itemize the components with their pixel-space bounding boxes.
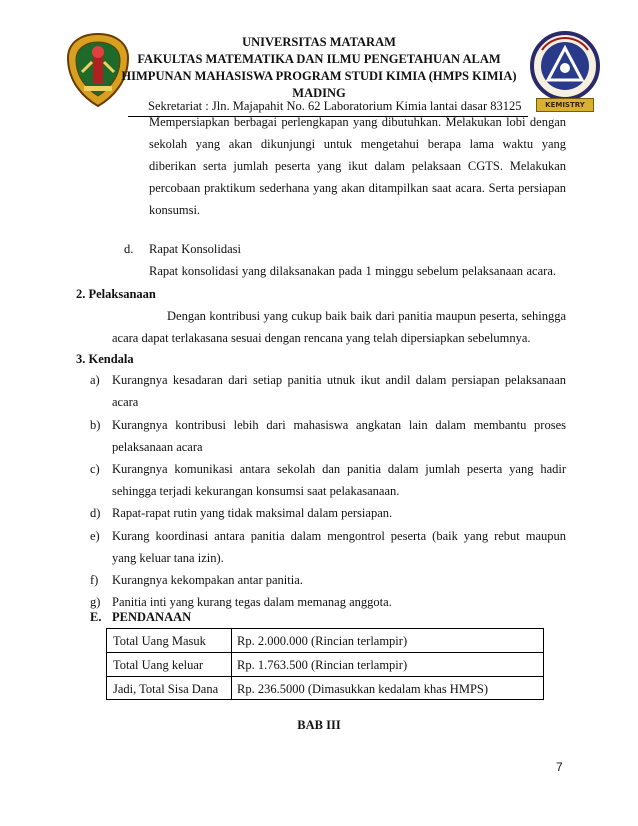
text-line: diberikan serta jumlah peserta yang ikut dalam pelaksaan CGTS. Melakukan xyxy=(149,159,566,173)
table-cell-label: Jadi, Total Sisa Dana xyxy=(113,682,219,696)
table-cell-value: Rp. 2.000.000 (Rincian terlampir) xyxy=(237,634,408,648)
text-line: Mempersiapkan berbagai perlengkapan yang dibutuhkan. Melakukan lobi dengan xyxy=(149,115,566,129)
secretariat-address: Sekretariat : Jln. Majapahit No. 62 Laboratorium Kimia lantai dasar 83125 xyxy=(148,99,522,113)
text-line: pelaksanaan acara xyxy=(112,440,203,454)
list-marker: b) xyxy=(90,418,101,432)
list-marker: g) xyxy=(90,595,101,609)
text-line: Kurangnya kesadaran dari setiap panitia utnuk ikut andil dalam persiapan pelaksanaan xyxy=(112,373,566,387)
faculty-name: FAKULTAS MATEMATIKA DAN ILMU PENGETAHUAN ALAM xyxy=(137,52,501,66)
text-line: Kurangnya kekompakan antar panitia. xyxy=(112,573,303,587)
text-line: sehingga terjadi kekurangan konsumsi saat pelakasanaan. xyxy=(112,484,400,498)
section-heading: 3. Kendala xyxy=(76,352,134,366)
list-marker: a) xyxy=(90,373,100,387)
table-row xyxy=(107,629,543,653)
chapter-heading: BAB III xyxy=(297,718,341,732)
page-number: 7 xyxy=(556,760,563,774)
division-name: MADING xyxy=(292,86,346,100)
section-marker: E. xyxy=(90,610,102,624)
table-cell-value: Rp. 236.5000 (Dimasukkan kedalam khas HMPS) xyxy=(237,682,489,696)
text-line: Dengan kontribusi yang cukup baik baik dari panitia maupun peserta, sehingga xyxy=(167,309,566,323)
subsection-body: Rapat konsolidasi yang dilaksanakan pada 1 minggu sebelum pelaksanaan acara. xyxy=(149,264,556,278)
table-row xyxy=(107,676,543,701)
text-line: Kurangnya komunikasi antara sekolah dan panitia dalam jumlah peserta yang hadir xyxy=(112,462,566,476)
text-line: percobaan praktikum sederhana yang akan ditampilkan saat acara. Serta persiapan xyxy=(149,181,566,195)
table-cell-label: Total Uang keluar xyxy=(113,658,204,672)
table-row xyxy=(107,652,543,677)
text-line: Panitia inti yang kurang tegas dalam memanag anggota. xyxy=(112,595,392,609)
text-line: konsumsi. xyxy=(149,203,201,217)
funding-table xyxy=(106,628,544,700)
logo-ribbon: KEMISTRY xyxy=(536,98,594,112)
university-name: UNIVERSITAS MATARAM xyxy=(242,35,396,49)
list-marker: d) xyxy=(90,506,101,520)
text-line: acara dapat terlakasana sesuai dengan rencana yang telah dipersiapkan sebelumnya. xyxy=(112,331,531,345)
list-marker: f) xyxy=(90,573,99,587)
subsection-title: Rapat Konsolidasi xyxy=(149,242,242,256)
section-heading: 2. Pelaksanaan xyxy=(76,287,156,301)
table-cell-value: Rp. 1.763.500 (Rincian terlampir) xyxy=(237,658,408,672)
list-marker: d. xyxy=(124,242,134,256)
text-line: Kurangnya kontribusi lebih dari mahasiswa angkatan lain dalam membantu proses xyxy=(112,418,566,432)
association-name: HIMPUNAN MAHASISWA PROGRAM STUDI KIMIA (HMPS KIMIA) xyxy=(121,69,517,83)
text-line: Kurang koordinasi antara panitia dalam mengontrol peserta (baik yang rebut maupun xyxy=(112,529,566,543)
text-line: Rapat-rapat rutin yang tidak maksimal dalam persiapan. xyxy=(112,506,393,520)
section-heading: PENDANAAN xyxy=(112,610,192,624)
text-line: acara xyxy=(112,395,139,409)
text-line: sekolah yang akan dikunjungi untuk mengetahui berapa lama waktu yang xyxy=(149,137,566,151)
list-marker: c) xyxy=(90,462,100,476)
text-line: yang keluar tana izin). xyxy=(112,551,224,565)
table-cell-label: Total Uang Masuk xyxy=(113,634,206,648)
list-marker: e) xyxy=(90,529,100,543)
